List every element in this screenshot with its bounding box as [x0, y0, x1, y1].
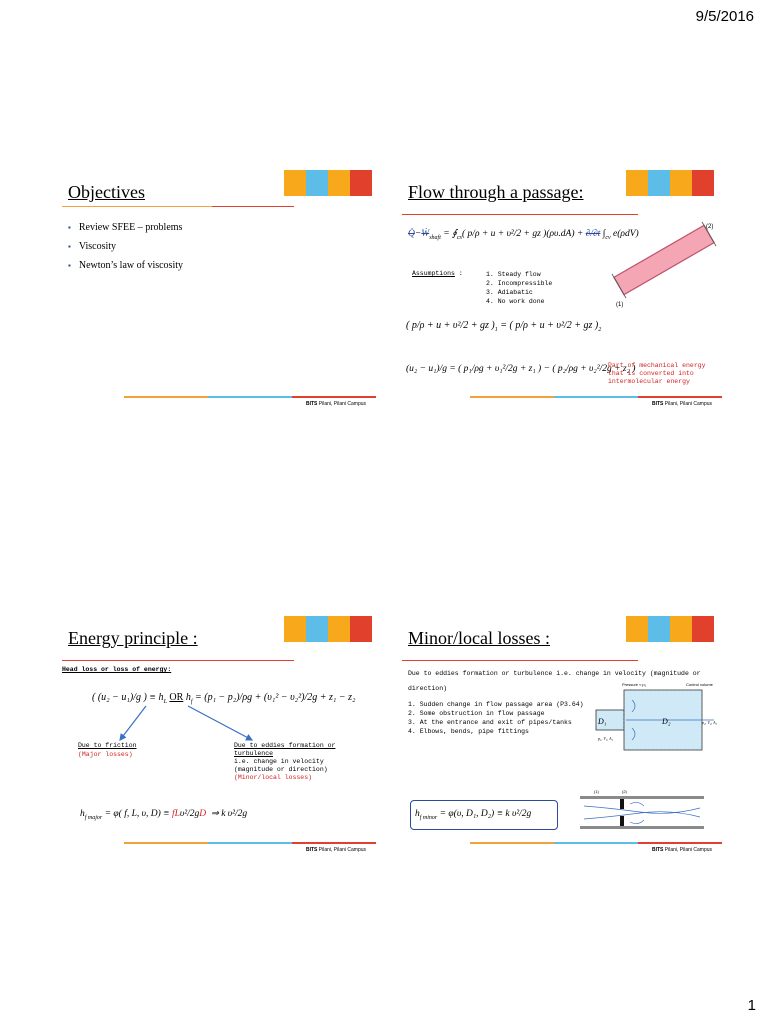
- title-rule: [62, 660, 294, 661]
- list-item: 3. At the entrance and exit of pipes/tanks: [408, 719, 572, 726]
- slide-footer: BITS Pilani, Pilani Campus: [306, 847, 367, 853]
- minor-loss-equation: $h_{f minor} = \varphi(\upsilon$, D₁, D₂) ≡ k υ²/2g: [415, 809, 532, 821]
- friction-label: Due to friction: [78, 742, 137, 749]
- svg-text:(2): (2): [706, 224, 714, 230]
- slide-title: Objectives: [68, 182, 145, 202]
- list-item: ▪ Review SFEE – problems: [68, 222, 183, 233]
- list-item: 1. Steady flow: [486, 271, 541, 278]
- slide-title: Flow through a passage:: [408, 182, 584, 202]
- slide-footer: BITS Pilani, Pilani Campus: [652, 847, 713, 853]
- sfee-equation: Q̇−Ẇ$_{shaft}$ = $∮_{cs}$( p/ρ + u + υ²/2 + gz )(ρυ.dA) + ∂/∂t $\int_{cv}$ e(ρdV): [408, 229, 639, 241]
- minor-loss-equation-box: [410, 800, 558, 830]
- section-subtitle: Head loss or loss of energy:: [62, 666, 172, 673]
- bits-logo-strip: [284, 616, 372, 642]
- svg-text:Control volume: Control volume: [686, 682, 713, 687]
- orifice-flow-figure: [580, 786, 704, 838]
- head-loss-equation: ( (u₂ − u₁)/g ) ≡ $h_L$ OR $h_f = (p_1 - p_2)/\rho g + (\upsilon_1^2 - \upsilon_2^2)/2g + z_1 - z_2$: [92, 692, 356, 705]
- svg-text:(1): (1): [616, 302, 624, 308]
- slide-flow-passage: [402, 170, 722, 410]
- slide-footer: BITS Pilani, Pilani Campus: [306, 401, 367, 407]
- list-item: ▪ Viscosity: [68, 241, 183, 252]
- svg-text:p₁, V₁, A₁: p₁, V₁, A₁: [598, 736, 613, 741]
- svg-text:(2): (2): [622, 789, 627, 794]
- minor-losses-intro: Due to eddies formation or turbulence i.e. change in velocity (magnitude or direction): [408, 670, 701, 692]
- objective-list: [68, 222, 183, 279]
- svg-text:D₁: D₁: [598, 717, 607, 726]
- list-item: 2. Some obstruction in flow passage: [408, 710, 545, 717]
- arrow-diagram: [102, 702, 292, 746]
- slide-objectives: [62, 170, 392, 410]
- title-rule: [402, 214, 638, 215]
- slide-minor-losses: [402, 616, 722, 856]
- list-item: ▪ Newton’s law of viscosity: [68, 260, 183, 271]
- list-item: 3. Adiabatic: [486, 289, 533, 296]
- eddies-block: Due to eddies formation or turbulence i.e. change in velocity (magnitude or direction) (Minor/local losses): [234, 742, 336, 781]
- svg-text:D₂: D₂: [662, 717, 671, 726]
- svg-text:Pressure ≈ p₁: Pressure ≈ p₁: [622, 682, 646, 687]
- svg-text:(1): (1): [594, 789, 599, 794]
- internal-energy-equation: (u₂ − u₁)/g = ( p₁/ρg + υ₁²/2g + z₁ ) − ( p₂/ρg + υ₂²/2g + z₂ ): [406, 364, 636, 374]
- energy-balance-equation: ( p/ρ + u + υ²/2 + gz )$_1$ = ( p/ρ + u + υ²/2 + gz )$_2$: [406, 320, 602, 333]
- slide-footer: BITS Pilani, Pilani Campus: [652, 401, 713, 407]
- list-item: 4. No work done: [486, 298, 545, 305]
- list-item: 2. Incompressible: [486, 280, 553, 287]
- slide-title: Minor/local losses :: [408, 628, 550, 648]
- slide-title: Energy principle :: [68, 628, 198, 648]
- inclined-pipe-figure: [608, 210, 720, 310]
- title-rule: [402, 660, 638, 661]
- major-losses-label: (Major losses): [78, 751, 133, 758]
- page-date: 9/5/2016: [695, 8, 754, 25]
- major-loss-equation: $h_{f major} = \varphi$( f, L, υ, D) ≡ fLυ²/2gD ⇒ k υ²/2g: [80, 809, 248, 821]
- list-item: 4. Elbows, bends, pipe fittings: [408, 728, 529, 735]
- mechanical-energy-note: Part of mechanical energy that is converted into intermolecular energy: [608, 362, 706, 385]
- bits-logo-strip: [626, 170, 714, 196]
- sudden-expansion-figure: [590, 680, 720, 760]
- svg-text:p₂, V₂, A₂: p₂, V₂, A₂: [702, 720, 717, 725]
- assumptions-label: Assumptions :: [412, 270, 463, 277]
- bits-logo-strip: [626, 616, 714, 642]
- assumptions-list: [486, 270, 552, 306]
- list-item: 1. Sudden change in flow passage area (P3.64): [408, 701, 584, 708]
- page-number: 1: [747, 997, 756, 1014]
- minor-losses-list: [408, 700, 584, 736]
- bits-logo-strip: [284, 170, 372, 196]
- slide-energy-principle: [62, 616, 392, 856]
